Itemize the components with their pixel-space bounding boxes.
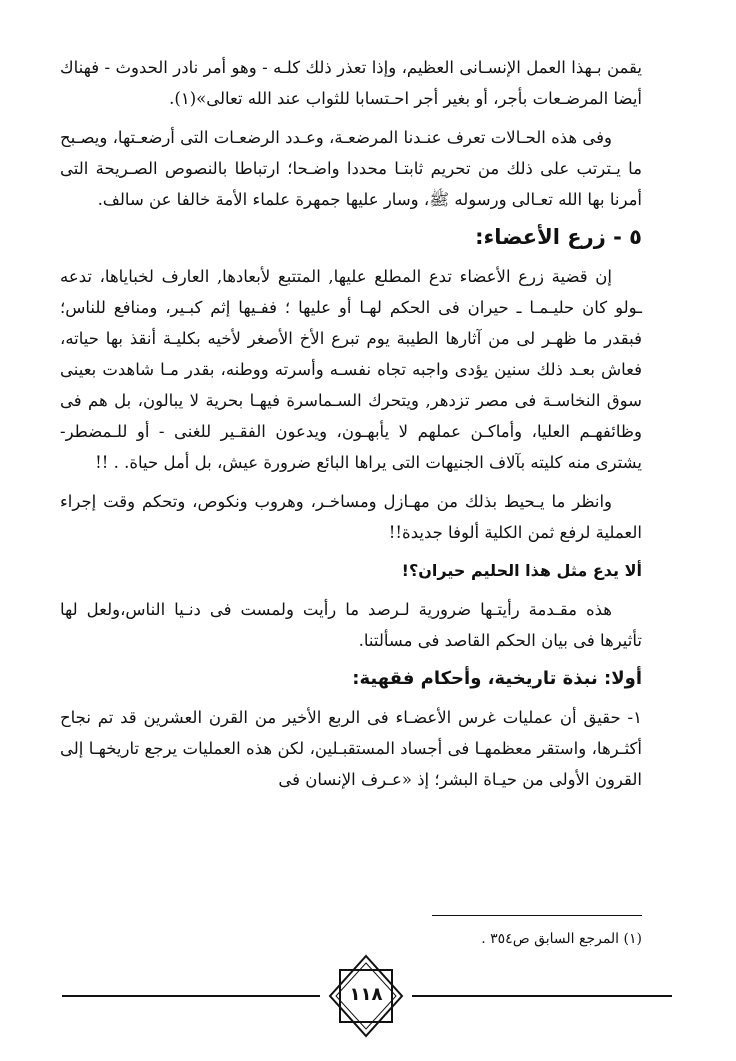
footnote: (١) المرجع السابق ص٣٥٤ . bbox=[481, 931, 642, 947]
main-text-column bbox=[60, 52, 642, 795]
page-number: ١١٨ bbox=[349, 984, 383, 1005]
section-heading-organ-transplant: ٥ - زرع الأعضاء: bbox=[475, 225, 642, 249]
paragraph-intro-1: يقمن بـهذا العمل الإنسـانى العظيم، وإذا تعذر ذلك كلـه - وهو أمر نادر الحدوث - فهناك أيضا المرضـعات بأجر، أو بغير أجر احـتسابا للثواب عند الله تعالى»(١). bbox=[60, 58, 642, 108]
list-item-1: ١- حقيق أن عمليات غرس الأعضـاء فى الربع الأخير من القرن العشرين قد تم نجاح أكثـرها، واستقر معظمهـا فى أجساد المستقبـلين، لكن هذه العمليات يرجع تاريخهـا إلى القرون الأولى من حيـاة البشر؛ إذ «عـرف الإنسان فى bbox=[60, 708, 642, 789]
paragraph-section-1: إن قضية زرع الأعضاء تدع المطلع عليها, المتتبع لأبعادها, العارف لخباياها، تدعه ـولو كان حليـمـا ـ حيران فى الحكم لهـا أو عليها ؛ ففـيها إثم كبـير، ومنافع للناس؛ فبقدر ما ظهـر لى من آثارها الطيبة يوم تبرع الأخ الأصغر لأخيه بكليـة أنقذ بها حياته، فعاش بعـد ذلك سنين يؤدى واجبه تجاه نفسـه وأسرته ووطنه، بقدر مـا شاهدت بعينى سوق النخاسـة فى مصر تزدهر, ويتحرك السـماسرة فيهـا بحرية لا يبالون، بل هم فى وظائفهـم العليا، وأماكـن عملهم لا يأبهـون، ويدعون الفقـير للغنى - أو للـمضطر- يشترى منه كليته بآلاف الجنيهات التى يراها البائع ضرورة عيش، بل أمل حياة. . !! bbox=[60, 267, 642, 472]
subheading-question: ألا يدع مثل هذا الحليم حيران؟! bbox=[401, 561, 642, 580]
paragraph-intro-2: وفى هذه الحـالات تعرف عنـدنا المرضعـة، وعـدد الرضعـات التى أرضعـتها، ويصـبح ما يـترتب على ذلك من تحريم ثابتـا محددا واضـحا؛ ارتباطا بالنصوص الصـريحة التى أمرنا بها الله تعـالى ورسوله ﷺ، وسار عليها جمهرة علماء الأمة خالفا عن سالف. bbox=[60, 128, 642, 209]
subheading-first-point: أولا: نبذة تاريخية، وأحكام فقهية: bbox=[352, 668, 642, 689]
paragraph-section-2: وانظر ما يـحيط بذلك من مهـازل ومساخـر، وهروب ونكوص، وتحكم وقت إجراء العملية لرفع ثمن الكلية ألوفا جديدة!! bbox=[60, 492, 642, 542]
paragraph-intro-points: هذه مقـدمة رأيتـها ضرورية لـرصد ما رأيت ولمست فى دنـيا الناس،ولعل لها تأثيرها فى بيان الحكم القاصد فى مسألتنا. bbox=[60, 600, 642, 650]
footer-rule-left bbox=[62, 995, 320, 997]
footer-rule-right bbox=[412, 995, 672, 997]
footnote-divider bbox=[432, 915, 642, 916]
